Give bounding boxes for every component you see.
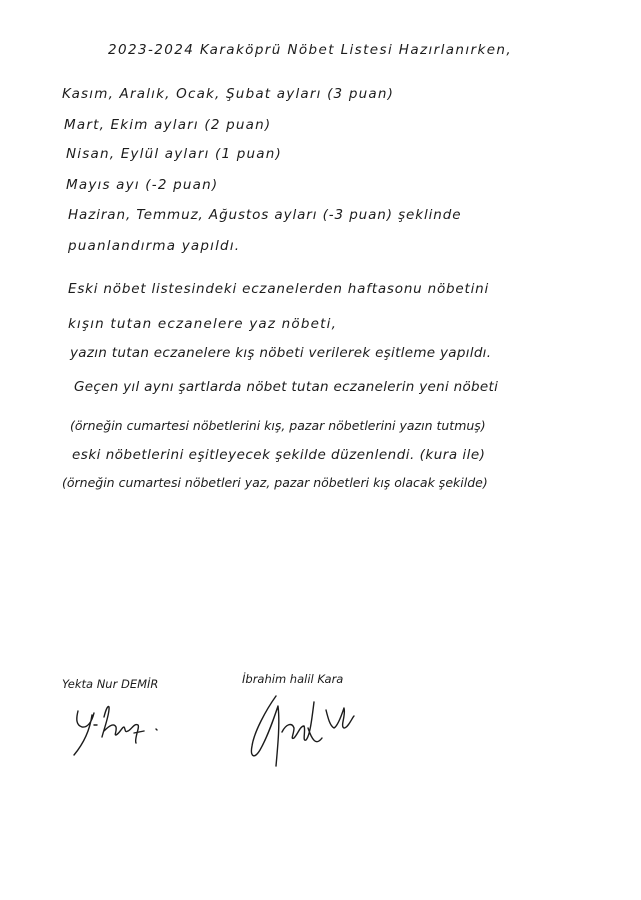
text-line: Haziran, Temmuz, Ağustos ayları (-3 puan) şeklinde — [68, 207, 462, 223]
text-line: Nisan, Eylül ayları (1 puan) — [66, 146, 283, 162]
text-line: yazın tutan eczanelere kış nöbeti verilerek eşitleme yapıldı. — [70, 345, 492, 361]
signatory-name-left: Yekta Nur DEMİR — [62, 677, 159, 691]
text-line: Eski nöbet listesindeki eczanelerden haftasonu nöbetini — [68, 281, 490, 297]
text-line: kışın tutan eczanelere yaz nöbeti, — [68, 316, 338, 332]
text-line: eski nöbetlerini eşitleyecek şekilde düzenlendi. (kura ile) — [72, 447, 486, 463]
signature-left-icon — [64, 695, 184, 765]
text-line: (örneğin cumartesi nöbetlerini kış, pazar nöbetlerini yazın tutmuş) — [70, 418, 486, 433]
text-line: Mayıs ayı (-2 puan) — [66, 177, 219, 193]
text-line: Geçen yıl aynı şartlarda nöbet tutan eczanelerin yeni nöbeti — [74, 379, 499, 395]
document-title: 2023-2024 Karaköprü Nöbet Listesi Hazırlanırken, — [108, 42, 513, 58]
text-line: Mart, Ekim ayları (2 puan) — [64, 117, 272, 133]
signatory-name-right: İbrahim halil Kara — [242, 672, 344, 686]
text-line: (örneğin cumartesi nöbetleri yaz, pazar nöbetleri kış olacak şekilde) — [62, 475, 488, 490]
text-line: puanlandırma yapıldı. — [68, 238, 241, 254]
signature-right-icon — [236, 688, 376, 778]
text-line: Kasım, Aralık, Ocak, Şubat ayları (3 puan) — [62, 86, 395, 102]
